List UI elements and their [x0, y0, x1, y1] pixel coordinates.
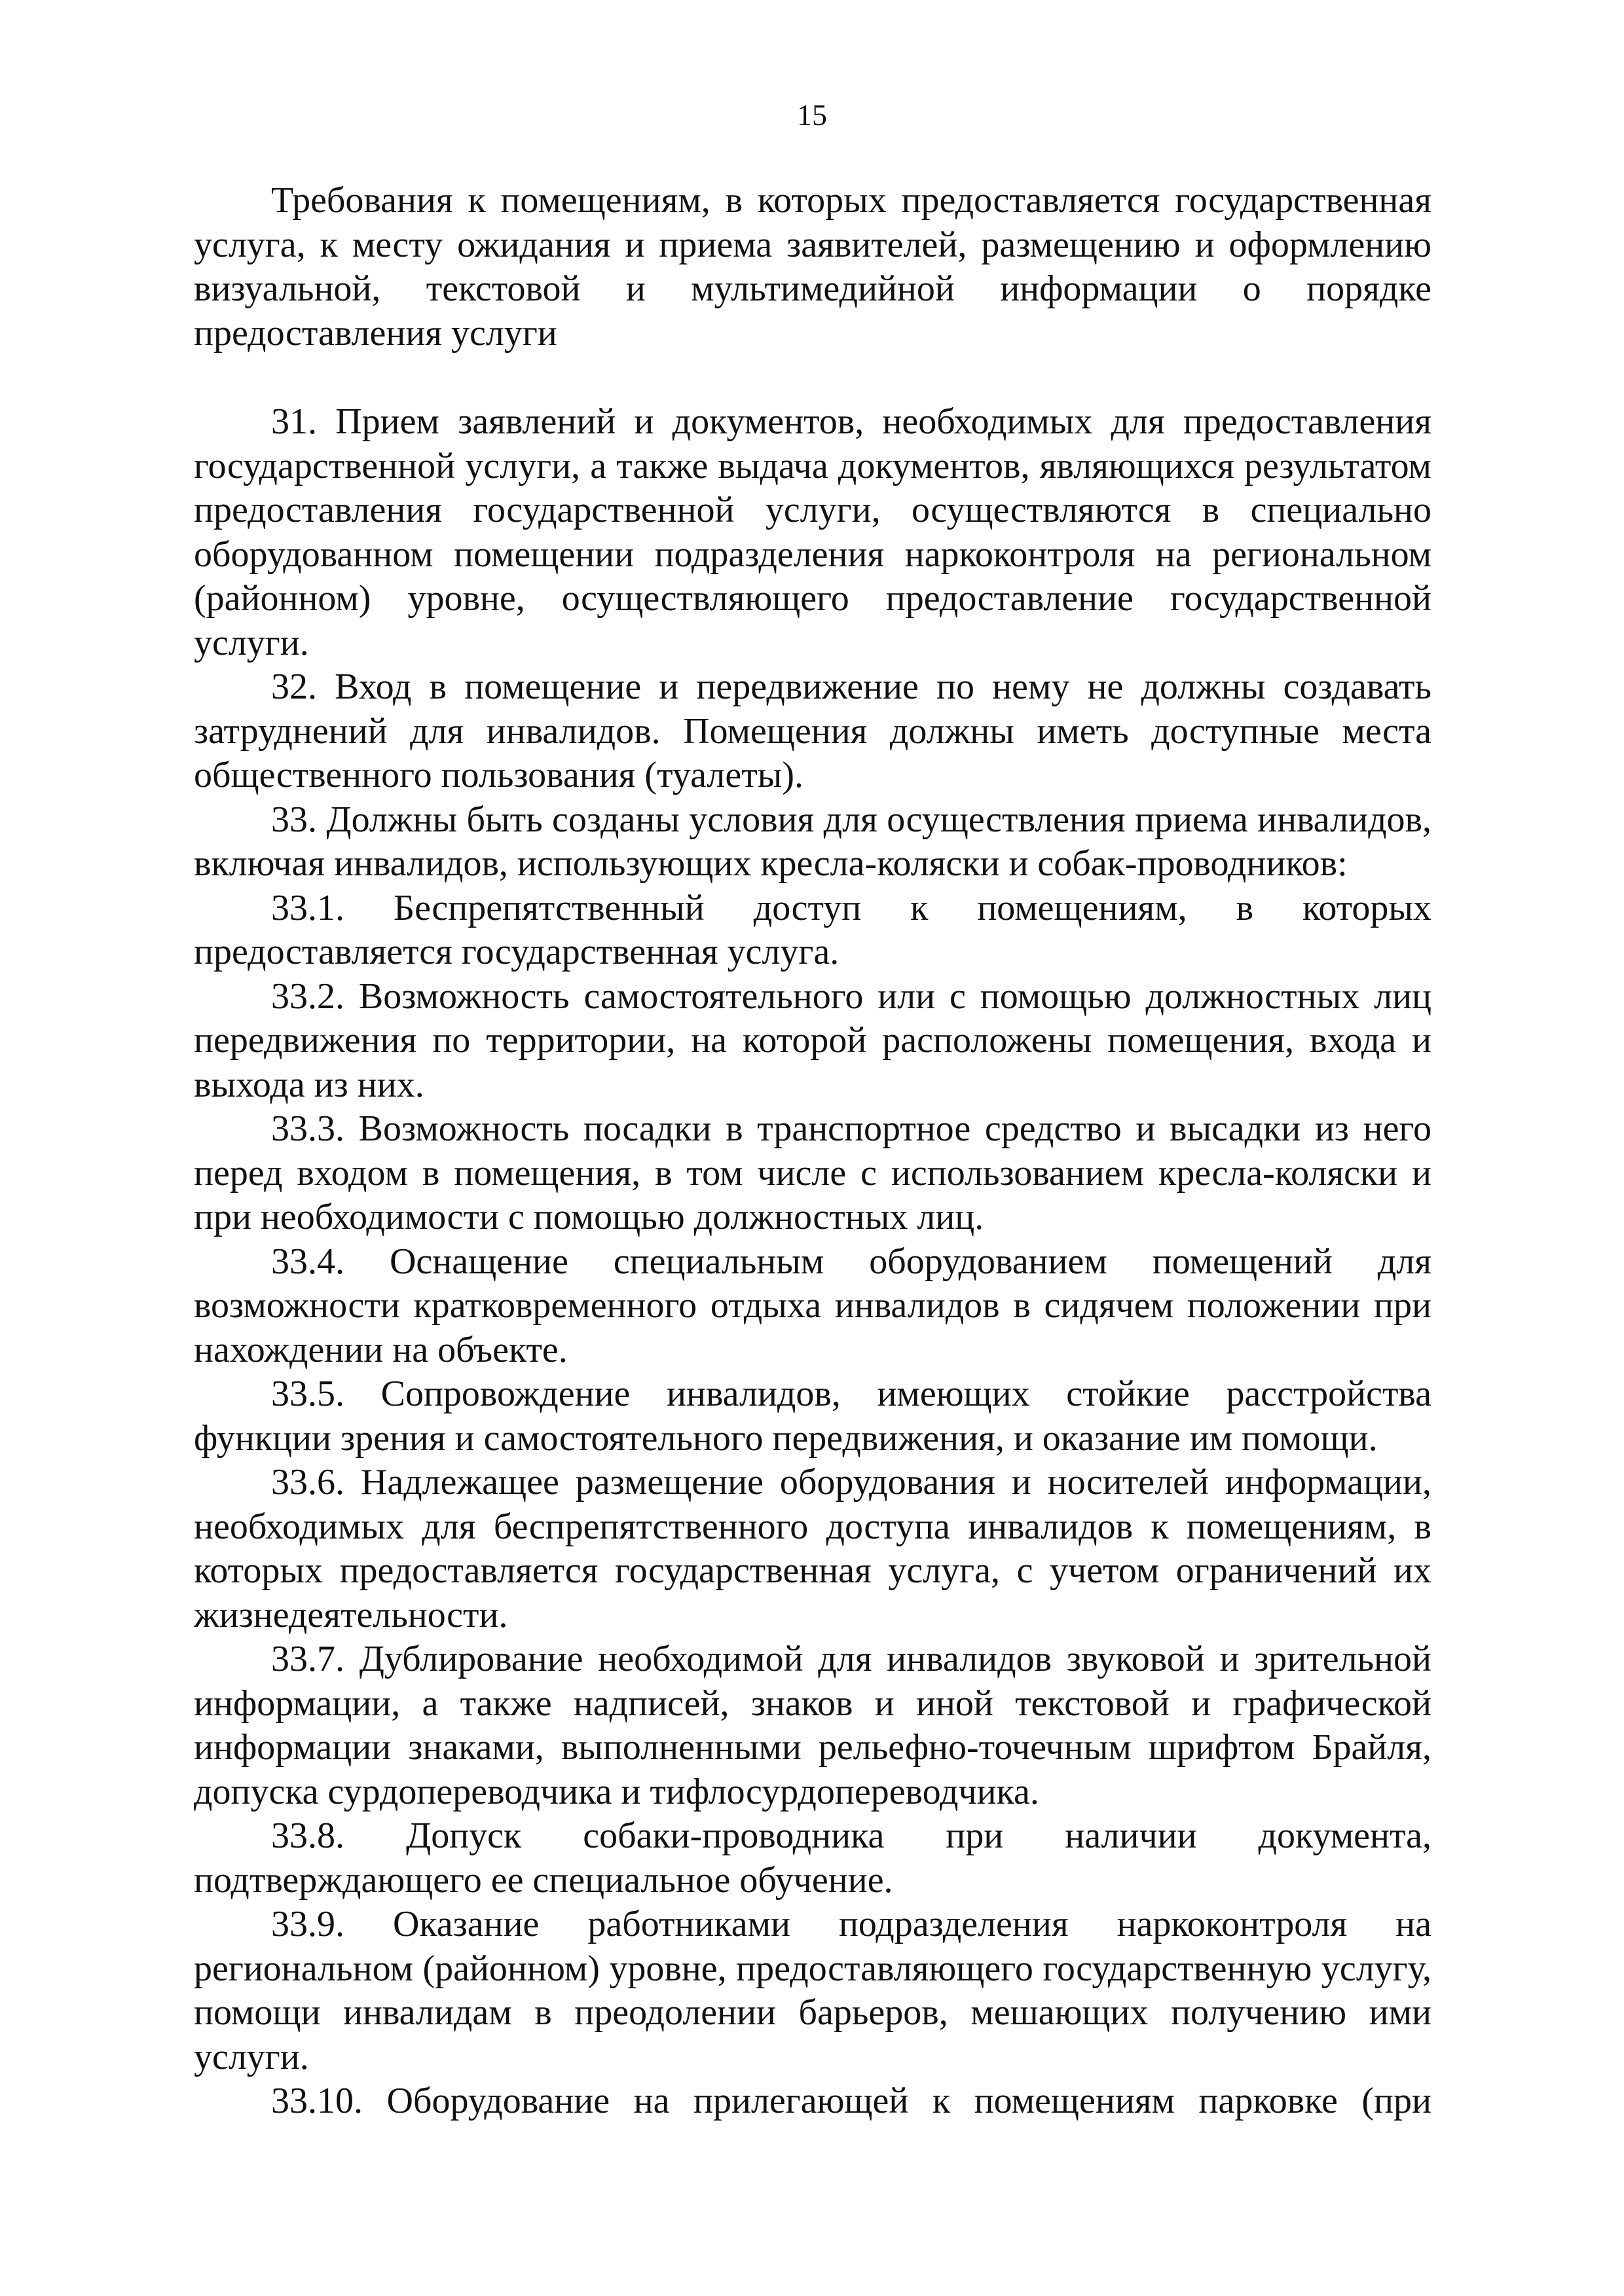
paragraph-31: 31. Прием заявлений и документов, необходимых для предоставления государственной услуги, а также выдача документов, являющихся результатом предоставления государственной услуги, осуществляются в специально оборудованном помещении подразделения наркоконтроля на региональном (районном) уровне, осуществляющего предоставление государственной услуги.	[194, 401, 1431, 663]
paragraph-33-6: 33.6. Надлежащее размещение оборудования и носителей информации, необходимых для беспрепятственного доступа инвалидов к помещениям, в которых предоставляется государственная услуга, с учетом ограничений их жизнедеятельности.	[194, 1462, 1431, 1635]
paragraph-33-8: 33.8. Допуск собаки-проводника при наличии документа, подтверждающего ее специальное обучение.	[194, 1815, 1431, 1901]
paragraph-33-5: 33.5. Сопровождение инвалидов, имеющих стойкие расстройства функции зрения и самостоятельного передвижения, и оказание им помощи.	[194, 1374, 1431, 1459]
paragraph-33-1: 33.1. Беспрепятственный доступ к помещениям, в которых предоставляется государственная услуга.	[194, 887, 1431, 972]
paragraph-33-9: 33.9. Оказание работниками подразделения наркоконтроля на региональном (районном) уровне, предоставляющего государственную услугу, помощи инвалидам в преодолении барьеров, мешающих получению ими услуги.	[194, 1904, 1431, 2077]
paragraph-32: 32. Вход в помещение и передвижение по нему не должны создавать затруднений для инвалидов. Помещения должны иметь доступные места общественного пользования (туалеты).	[194, 666, 1431, 795]
paragraph-33-7: 33.7. Дублирование необходимой для инвалидов звуковой и зрительной информации, а также надписей, знаков и иной текстовой и графической информации знаками, выполненными рельефно-точечным шрифтом Брайля, допуска сурдопереводчика и тифлосурдопереводчика.	[194, 1639, 1431, 1812]
section-heading: Требования к помещениям, в которых предоставляется государственная услуга, к месту ожидания и приема заявителей, размещению и оформлению визуальной, текстовой и мультимедийной информации о порядке предоставления услуги	[194, 180, 1431, 354]
paragraph-33-2: 33.2. Возможность самостоятельного или с помощью должностных лиц передвижения по территории, на которой расположены помещения, входа и выхода из них.	[194, 975, 1431, 1105]
document-body	[194, 400, 1431, 2124]
paragraph-33: 33. Должны быть созданы условия для осуществления приема инвалидов, включая инвалидов, использующих кресла-коляски и собак-проводников:	[194, 799, 1431, 884]
paragraph-33-4: 33.4. Оснащение специальным оборудованием помещений для возможности кратковременного отдыха инвалидов в сидячем положении при нахождении на объекте.	[194, 1241, 1431, 1370]
paragraph-33-3: 33.3. Возможность посадки в транспортное средство и высадки из него перед входом в помещения, в том числе с использованием кресла-коляски и при необходимости с помощью должностных лиц.	[194, 1108, 1431, 1237]
page-number: 15	[797, 98, 827, 132]
paragraph-33-10: 33.10. Оборудование на прилегающей к помещениям парковке (при	[271, 2081, 1431, 2121]
